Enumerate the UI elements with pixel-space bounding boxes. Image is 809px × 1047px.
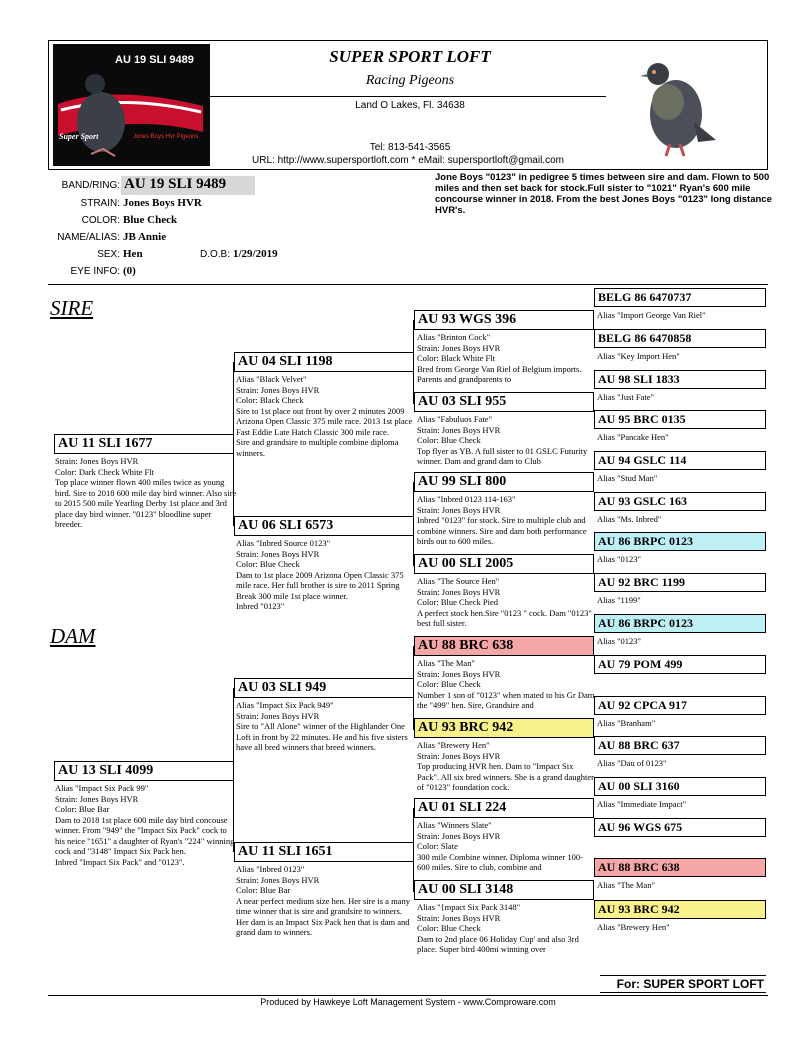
sire-sire-band[interactable]: AU 04 SLI 1198 — [234, 352, 414, 372]
loft-name: SUPER SPORT LOFT — [329, 47, 491, 66]
ssd-band[interactable]: AU 03 SLI 955 — [414, 392, 594, 412]
g5-alias — [597, 677, 767, 688]
dob-label: D.O.B: — [200, 249, 231, 260]
sire-dam-notes: Alias "Inbred Source 0123" Strain: Jones Boys HVR Color: Blue Check Dam to 1st place 2009 Arizona Open Classic 375 mile race. Her full brother is sire to 2011 Spring Break 300 mile 1st place winner. Inbred "0123" — [236, 538, 404, 611]
footer-divider — [48, 995, 768, 996]
sire-heading: SIRE — [50, 296, 94, 320]
g5-alias: Alias "Dau of 0123" — [597, 758, 667, 768]
ssd-notes: Alias "Fabuluos Fate" Strain: Jones Boys HVR Color: Blue Check Top flyer as YB. A full sister to 01 GSLC Futurity winner. Dam and grand dam to Club — [417, 414, 588, 466]
sire-notes: Strain: Jones Boys HVR Color: Dark Check White Flt Top place winner flown 400 miles twice as young bird. Sire to 2018 600 mile day bird winner. Also sire to 2015 500 mile Yearling Derby 1st place and 3rd place day bird winner. "0123" bloodline super breeder. — [55, 456, 237, 529]
sire-sire-notes: Alias "Black Velvet" Strain: Jones Boys HVR Color: Black Check Sire to 1st place out front by over 2 minutes 2009 Arizona Open Classic 375 mile race. 2013 1st place Fast Eddie Late Hatch Classic 300 mile race. Sire and grandsire to multiple combine diploma winners. — [236, 374, 413, 458]
g5-alias: Alias "Immediate Impact" — [597, 799, 687, 809]
g5-band[interactable]: BELG 86 6470858 — [594, 329, 766, 348]
g5-band[interactable]: AU 93 BRC 942 — [594, 900, 766, 919]
dam-heading: DAM — [50, 624, 96, 648]
band-label: BAND/RING: — [61, 180, 120, 191]
logo-tagline-text: Jones Boys Hvr Pigeons — [133, 134, 199, 140]
g5-band[interactable]: AU 93 GSLC 163 — [594, 492, 766, 511]
footer-produced-by: Produced by Hawkeye Loft Management System - www.Comproware.com — [260, 997, 556, 1007]
g5-alias: Alias "0123" — [597, 554, 642, 564]
dam-dam-notes: Alias "Inbred 0123" Strain: Jones Boys HVR Color: Blue Bar A near perfect medium size hen. Her sire is a many time winner that is sire and grandsire to winners. Her dam is an Impact Six Pack hen that is dam and grand dam to winners. — [236, 864, 410, 937]
g5-alias — [597, 840, 767, 851]
dam-band[interactable]: AU 13 SLI 4099 — [54, 761, 234, 781]
g5-alias: Alias "Import George Van Riel" — [597, 310, 706, 320]
loft-city: Land O Lakes, Fl. 34638 — [355, 100, 465, 111]
g5-band[interactable]: AU 88 BRC 637 — [594, 736, 766, 755]
dam-sire-notes: Alias "Impact Six Pack 949" Strain: Jones Boys HVR Sire to "All Alone" winner of the Highlander One Loft in front by 22 minutes. He and his five sisters have all bred winners that breed winners. — [236, 700, 408, 752]
strain-value: Jones Boys HVR — [123, 197, 202, 209]
sire-band[interactable]: AU 11 SLI 1677 — [54, 434, 234, 454]
g5-alias: Alias "Just Fate" — [597, 392, 654, 402]
sss-notes: Alias "Brinton Cock" Strain: Jones Boys HVR Color: Black White Flt Bred from George Van Riel of Belgium imports. Parents and grandparents to — [417, 332, 582, 384]
dds-notes: Alias "Winners Slate" Strain: Jones Boys HVR Color: Slate 300 mile Combine winner. Diploma winner 100-600 miles. Sire to club, combine and — [417, 820, 583, 872]
eye-value: (0) — [123, 265, 136, 277]
sex-label: SEX: — [97, 249, 120, 260]
color-label: COLOR: — [81, 215, 120, 226]
g5-band[interactable]: AU 92 BRC 1199 — [594, 573, 766, 592]
g5-band[interactable]: AU 86 BRPC 0123 — [594, 614, 766, 633]
band-value: AU 19 SLI 9489 — [124, 176, 227, 192]
g5-alias: Alias "Brewery Hen" — [597, 922, 670, 932]
dsd-band[interactable]: AU 93 BRC 942 — [414, 718, 594, 738]
pigeon-photo — [606, 44, 764, 166]
ddd-notes: Alias "{mpact Six Pack 3148" Strain: Jones Boys HVR Color: Blue Check Dam to 2nd place 06 Holiday Cup' and also 3rd place. Super bird 400mi winning over — [417, 902, 579, 954]
sdd-notes: Alias "The Source Hen" Strain: Jones Boys HVR Color: Blue Check Pied A perfect stock hen.Sire "0123 " cock. Dam "0123" best full sister. — [417, 576, 592, 628]
g5-band[interactable]: AU 79 POM 499 — [594, 655, 766, 674]
g5-band[interactable]: AU 92 CPCA 917 — [594, 696, 766, 715]
logo-brand-text: Super Sport — [59, 132, 99, 141]
pigeon-graphic — [606, 44, 764, 166]
bird-description: Jone Boys "0123" in pedigree 5 times between sire and dam. Flown to 500 miles and then set back for stock.Full sister to "1021" Ryan's 600 mile concourse winner in 2018. From the best Jones Boys "0123" long distance HVR's. — [435, 172, 772, 216]
g5-alias: Alias "Branham" — [597, 718, 656, 728]
eye-label: EYE INFO: — [70, 266, 120, 277]
g5-alias: Alias "0123" — [597, 636, 642, 646]
g5-band[interactable]: AU 95 BRC 0135 — [594, 410, 766, 429]
g5-alias: Alias "Ms. Inbred" — [597, 514, 662, 524]
dam-notes: Alias "Impact Six Pack 99" Strain: Jones Boys HVR Color: Blue Bar Dam to 2018 1st place 600 mile day bird concouse winner. From "949" the "Impact Six Pack" cock to his neice "1651" a daughter of Ryan's "224" winning cock and "3148" Impact Six Pack hen. Inbred "Impact Six Pack" and "0123". — [55, 783, 235, 867]
loft-subtitle: Racing Pigeons — [365, 73, 455, 88]
logo-band-text: AU 19 SLI 9489 — [115, 54, 194, 66]
color-value: Blue Check — [123, 214, 178, 226]
dob-value: 1/29/2019 — [233, 248, 278, 260]
g5-alias: Alias "Key Import Hen" — [597, 351, 680, 361]
loft-logo — [53, 44, 210, 166]
info-divider — [48, 284, 768, 285]
dam-sire-band[interactable]: AU 03 SLI 949 — [234, 678, 414, 698]
ddd-band[interactable]: AU 00 SLI 3148 — [414, 880, 594, 900]
name-label: NAME/ALIAS: — [57, 232, 120, 243]
sss-band[interactable]: AU 93 WGS 396 — [414, 310, 594, 330]
g5-band[interactable]: AU 88 BRC 638 — [594, 858, 766, 877]
dam-dam-band[interactable]: AU 11 SLI 1651 — [234, 842, 414, 862]
name-value: JB Annie — [123, 231, 167, 243]
g5-alias: Alias "Stud Man" — [597, 473, 658, 483]
loft-telephone: Tel: 813-541-3565 — [369, 142, 451, 153]
dss-band[interactable]: AU 88 BRC 638 — [414, 636, 594, 656]
sds-band[interactable]: AU 99 SLI 800 — [414, 472, 594, 492]
sds-notes: Alias "Inbred 0123 114-163" Strain: Jones Boys HVR Inbred "0123" for stock. Sire to multiple club and combine winners. Sire and dam both performance birds out to 600 miles. — [417, 494, 587, 546]
g5-band[interactable]: AU 96 WGS 675 — [594, 818, 766, 837]
g5-band[interactable]: AU 98 SLI 1833 — [594, 370, 766, 389]
dsd-notes: Alias "Brewery Hen" Strain: Jones Boys HVR Top producing HVR hen. Dam to "Impact Six Pack". All six bred winners. She is a grand daughter of "0123" foundation cock. — [417, 740, 594, 792]
header-divider — [210, 96, 606, 97]
dds-band[interactable]: AU 01 SLI 224 — [414, 798, 594, 818]
g5-alias: Alias "1199" — [597, 595, 641, 605]
loft-url-email[interactable]: URL: http://www.supersportloft.com * eMail: supersportloft@gmail.com — [252, 155, 564, 166]
sdd-band[interactable]: AU 00 SLI 2005 — [414, 554, 594, 574]
sire-dam-band[interactable]: AU 06 SLI 6573 — [234, 516, 414, 536]
g5-band[interactable]: BELG 86 6470737 — [594, 288, 766, 307]
g5-band[interactable]: AU 86 BRPC 0123 — [594, 532, 766, 551]
g5-band[interactable]: AU 00 SLI 3160 — [594, 777, 766, 796]
strain-label: STRAIN: — [80, 198, 120, 209]
g5-band[interactable]: AU 94 GSLC 114 — [594, 451, 766, 470]
g5-alias: Alias "The Man" — [597, 880, 655, 890]
sex-value: Hen — [123, 248, 143, 260]
footer-for-loft: For: SUPER SPORT LOFT — [600, 975, 766, 993]
dss-notes: Alias "The Man" Strain: Jones Boys HVR Color: Blue Check Number 1 son of "0123" when mated to his Gr Dam the "499" hen. Sire, Grandsire and — [417, 658, 595, 710]
g5-alias: Alias "Pancake Hen" — [597, 432, 669, 442]
